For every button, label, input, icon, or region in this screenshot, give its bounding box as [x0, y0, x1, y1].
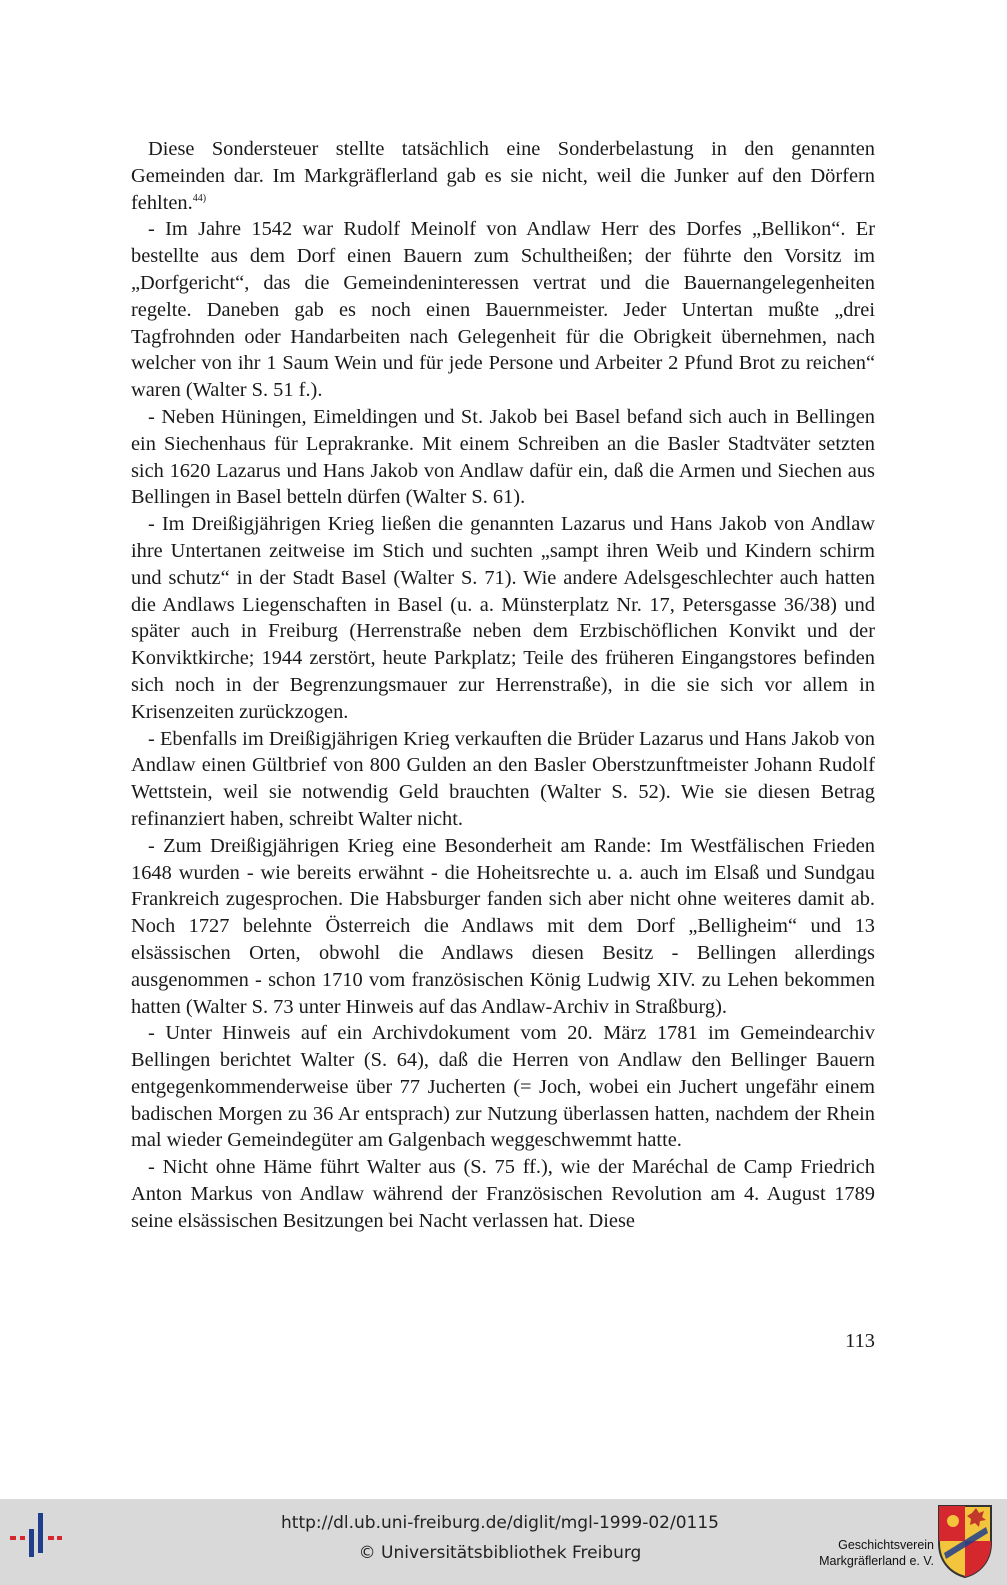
- society-line-1: Geschichtsverein: [838, 1538, 934, 1552]
- library-logo-icon: [6, 1507, 66, 1567]
- footer-bar: [0, 1499, 1007, 1585]
- paragraph-2: - Im Jahre 1542 war Rudolf Meinolf von Andlaw Herr des Dorfes „Bellikon“. Er bestellte aus dem Dorf einen Bauern zum Schultheißen; der führte den Vorsitz im „Dorfgericht“, das die Gemeindeninteressen vertrat und die Bauernangelegenheiten regelte. Daneben gab es noch einen Bauernmeister. Jeder Untertan mußte „drei Tagfrohnden oder Handarbeiten nach Gelegenheit für die Obrigkeit übernehmen, nach welcher von ihr 1 Saum Wein und für jede Persone und Arbeiter 2 Pfund Brot zu reichen“ waren (Walter S. 51 f.).: [131, 218, 875, 402]
- page-number: 113: [845, 1330, 875, 1352]
- footnote-ref[interactable]: 44): [192, 192, 207, 204]
- paragraph-1: Diese Sondersteuer stellte tatsächlich eine Sonderbelastung in den genannten Gemeinden dar. Im Markgräflerland gab es sie nicht, weil die Junker auf den Dörfern fehlten.$^{44)}$: [131, 138, 875, 214]
- paragraph-3: - Neben Hüningen, Eimeldingen und St. Jakob bei Basel befand sich auch in Bellingen ein Siechenhaus für Leprakranke. Mit einem Schreiben an die Basler Stadtväter setzten sich 1620 Lazarus und Hans Jakob von Andlaw dafür ein, daß die Armen und Siechen aus Bellingen in Basel betteln dürfen (Walter S. 61).: [131, 405, 875, 509]
- footer-url-link[interactable]: http://dl.ub.uni-freiburg.de/diglit/mgl-1999-02/0115: [281, 1513, 719, 1533]
- paragraph-5: - Ebenfalls im Dreißigjährigen Krieg verkauften die Brüder Lazarus und Hans Jakob von Andlaw einen Gültbrief von 800 Gulden an den Basler Oberstzunftmeister Johann Rudolf Wettstein, weil sie notwendig Geld brauchten (Walter S. 52). Wie sie diesen Betrag refinanziert haben, schreibt Walter nicht.: [131, 727, 875, 830]
- paragraph-8: - Nicht ohne Häme führt Walter aus (S. 75 ff.), wie der Maréchal de Camp Friedrich Anton Markus von Andlaw während der Französischen Revolution am 4. August 1789 seine elsässischen Besitzungen bei Nacht verlassen hat. Diese: [131, 1156, 875, 1232]
- footer-copyright: © Universitätsbibliothek Freiburg: [358, 1543, 642, 1563]
- paragraph-7: - Unter Hinweis auf ein Archivdokument vom 20. März 1781 im Gemeindearchiv Bellingen berichtet Walter (S. 64), daß die Herren von Andlaw den Bellinger Bauern entgegenkommenderweise über 77 Jucherten (= Joch, wobei ein Juchert ungefähr einem badischen Morgen zu 36 Ar entsprach) zur Nutzung überlassen hatten, nachdem der Rhein mal wieder Gemeindegüter am Galgenbach weggeschwemmt hatte.: [131, 1022, 875, 1152]
- body-text: [131, 136, 875, 1235]
- coat-of-arms-icon: [936, 1503, 994, 1579]
- society-name: [804, 1537, 934, 1569]
- society-line-2: Markgräflerland e. V.: [819, 1554, 934, 1568]
- paragraph-6: - Zum Dreißigjährigen Krieg eine Besonderheit am Rande: Im Westfälischen Frieden 1648 wurden - wie bereits erwähnt - die Hoheitsrechte u. a. auch im Elsaß und Sundgau Frankreich zugesprochen. Die Habsburger fanden sich aber nicht ohne weiteres damit ab. Noch 1727 belehnte Österreich die Andlaws mit dem Dorf „Belligheim“ und 13 elsässischen Orten, obwohl die Andlaws diesen Besitz - Bellingen allerdings ausgenommen - schon 1710 vom französischen König Ludwig XIV. zu Lehen bekommen hatten (Walter S. 73 unter Hinweis auf das Andlaw-Archiv in Straßburg).: [131, 834, 875, 1018]
- paragraph-4: - Im Dreißigjährigen Krieg ließen die genannten Lazarus und Hans Jakob von Andlaw ihre Untertanen zeitweise im Stich und suchten „sampt ihren Weib und Kindern schirm und schutz“ in der Stadt Basel (Walter S. 71). Wie andere Adelsgeschlechter auch hatten die Andlaws Liegenschaften in Basel (u. a. Münsterplatz Nr. 17, Petersgasse 36/38) und später auch in Freiburg (Herrenstraße neben dem Erzbischöflichen Konvikt und der Konviktkirche; 1944 zerstört, heute Parkplatz; Teile des früheren Eingangstores befinden sich noch in der Begrenzungsmauer zur Herrenstraße), in die sie sich vor allem in Krisenzeiten zurückzogen.: [131, 513, 875, 723]
